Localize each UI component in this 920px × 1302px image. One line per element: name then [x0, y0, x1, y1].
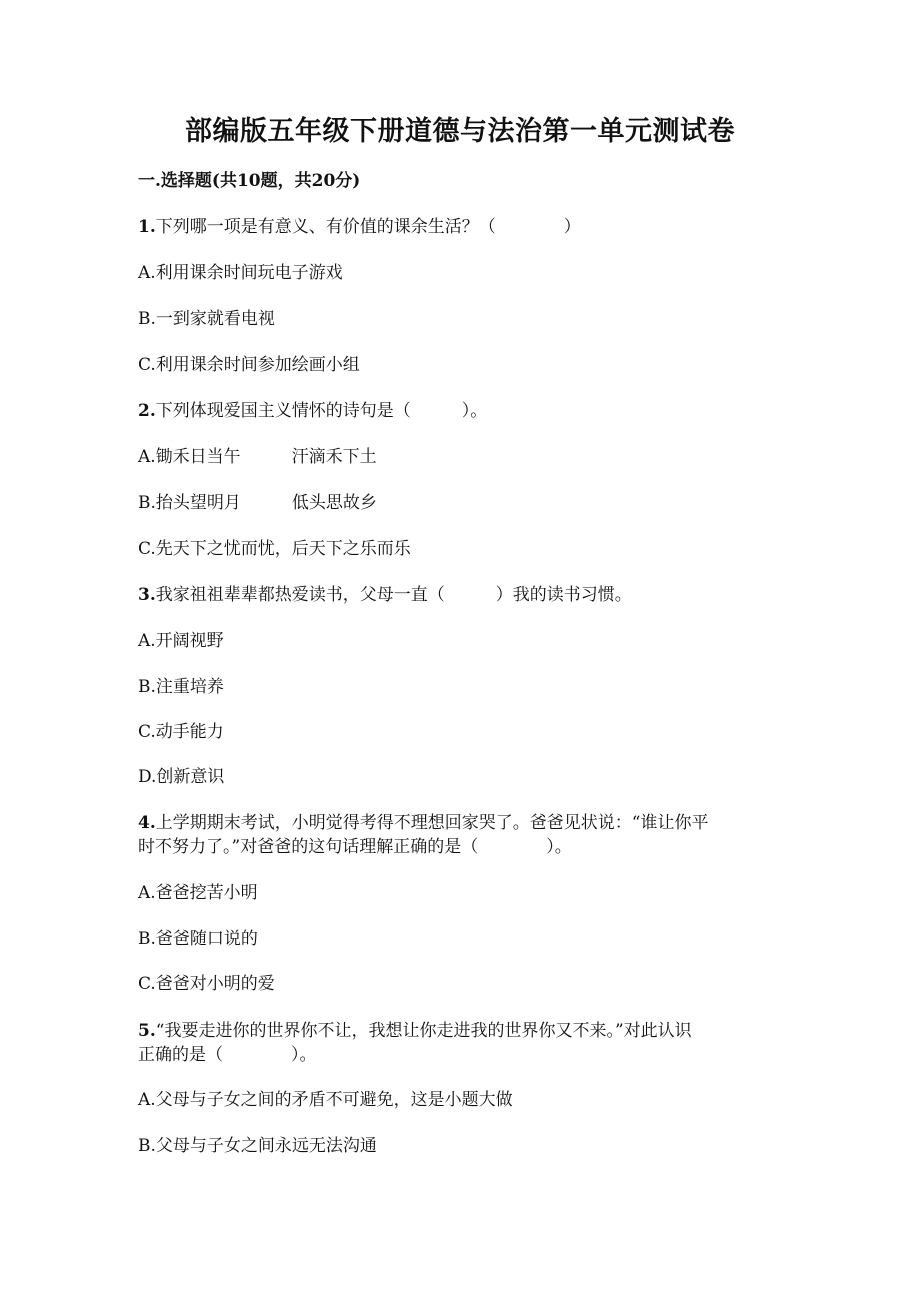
- option-1a: A.利用课余时间玩电子游戏: [138, 263, 343, 283]
- question-number: 1.: [138, 217, 156, 237]
- option-1b: B.一到家就看电视: [138, 309, 275, 329]
- question-text-line1: “我要走进你的世界你不让，我想让你走进我的世界你又不来。”对此认识: [155, 1021, 692, 1041]
- question-4: [138, 810, 778, 836]
- option-2a: A.锄禾日当午 汗滴禾下土: [138, 447, 377, 467]
- option-2c: C.先天下之忧而忧，后天下之乐而乐: [138, 539, 411, 559]
- section-heading: 一.选择题(共10题，共20分): [138, 171, 361, 191]
- option-5a: A.父母与子女之间的矛盾不可避免，这是小题大做: [138, 1090, 513, 1110]
- option-4a: A.爸爸挖苦小明: [138, 883, 258, 903]
- question-4-line2: 时不努力了。”对爸爸的这句话理解正确的是（ ）。: [138, 837, 572, 857]
- question-text-line1: 上学期期末考试，小明觉得考得不理想回家哭了。爸爸见状说：“谁让你平: [155, 813, 709, 833]
- question-number: 5.: [138, 1021, 156, 1041]
- option-5b: B.父母与子女之间永远无法沟通: [138, 1136, 377, 1156]
- question-1: [138, 214, 778, 240]
- option-3a: A.开阔视野: [138, 631, 224, 651]
- option-3c: C.动手能力: [138, 722, 224, 742]
- option-2b: B.抬头望明月 低头思故乡: [138, 493, 377, 513]
- question-number: 4.: [138, 813, 156, 833]
- option-1c: C.利用课余时间参加绘画小组: [138, 355, 360, 375]
- option-3d: D.创新意识: [138, 767, 225, 787]
- option-4c: C.爸爸对小明的爱: [138, 974, 275, 994]
- question-5: [138, 1018, 778, 1044]
- question-3: [138, 582, 778, 608]
- page-title: 部编版五年级下册道德与法治第一单元测试卷: [185, 116, 735, 147]
- question-text: 我家祖祖辈辈都热爱读书，父母一直（ ）我的读书习惯。: [155, 585, 632, 605]
- question-text: 下列体现爱国主义情怀的诗句是（ ）。: [155, 401, 488, 421]
- option-3b: B.注重培养: [138, 677, 224, 697]
- option-4b: B.爸爸随口说的: [138, 929, 258, 949]
- question-text: 下列哪一项是有意义、有价值的课余生活？（ ）: [155, 217, 581, 237]
- question-number: 3.: [138, 585, 156, 605]
- question-number: 2.: [138, 401, 156, 421]
- question-2: [138, 398, 778, 424]
- question-5-line2: 正确的是（ ）。: [138, 1045, 317, 1065]
